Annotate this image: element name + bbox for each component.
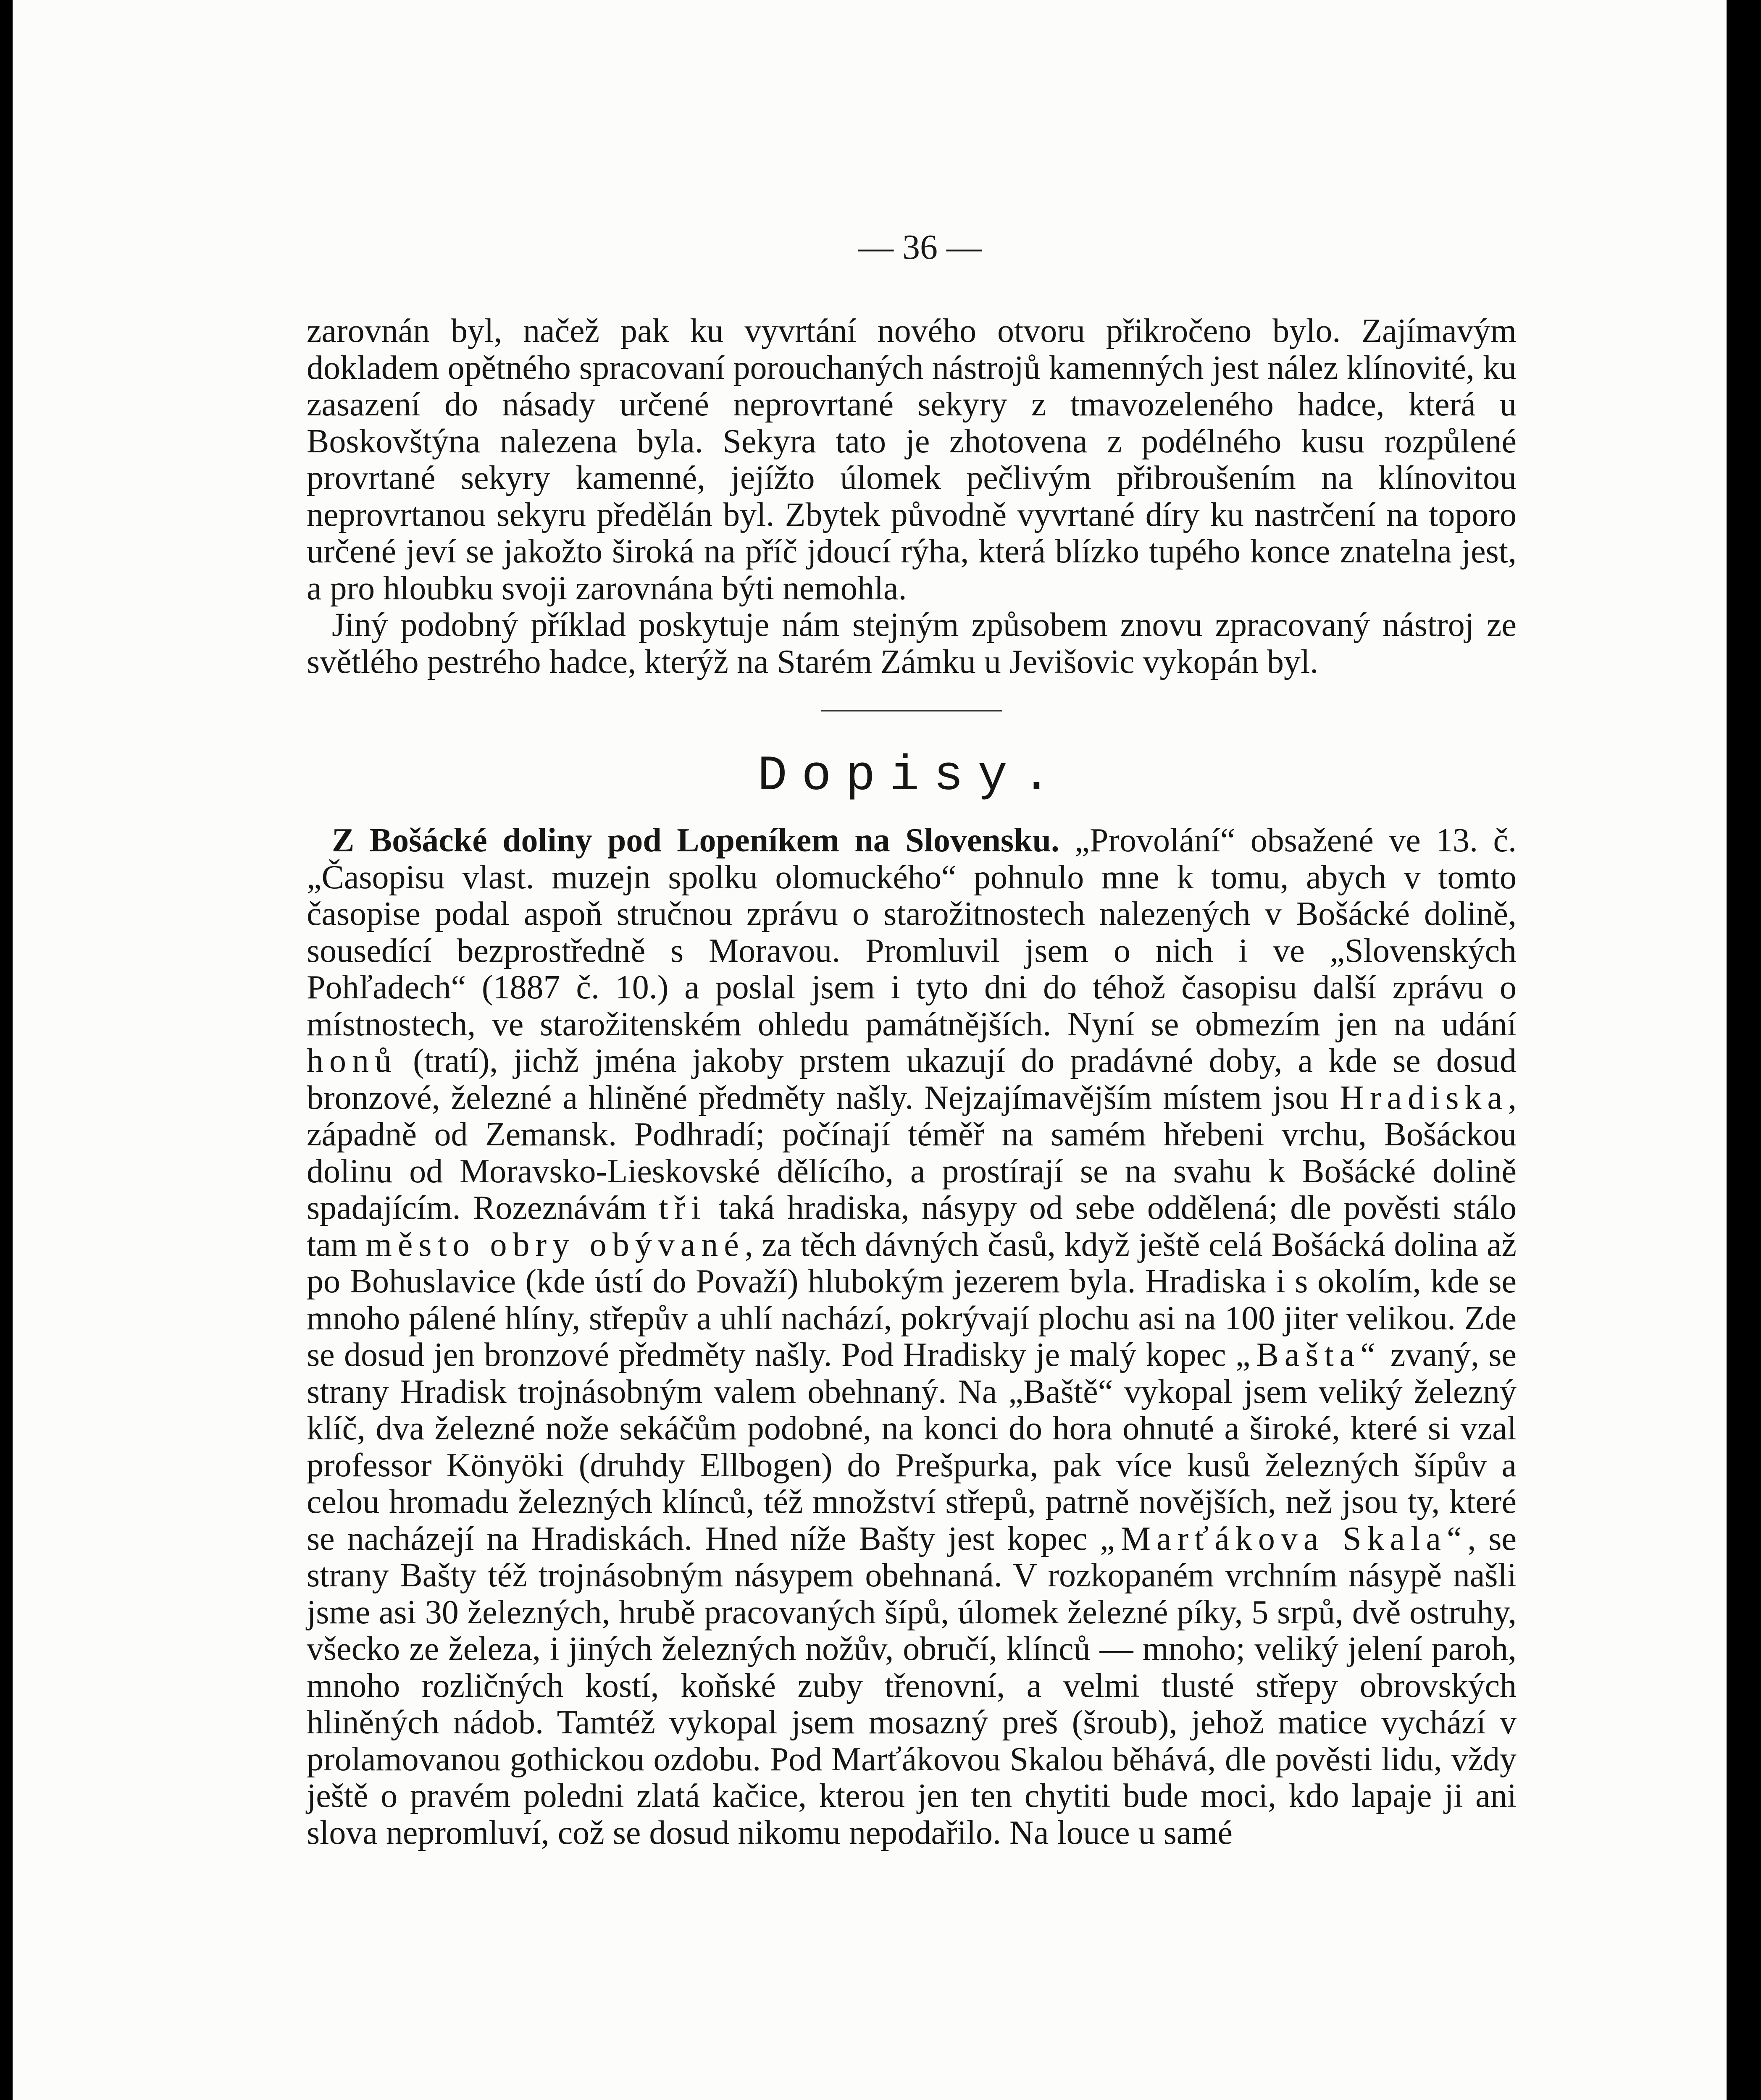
letter-text: „Provolání“ obsažené ve 13. č. „Časopisu vlast. muzejn spolku olomuckého“ pohnulo mne k tomu, abych v tomto časopise podal aspoň stručnou zprávu o starožitnostech nalezených v Bošácké dolině, sousedící bezprostředně s Moravou. Promluvil jsem o nich i ve „Slovenských Pohľadech“ (1887 č. 10.) a poslal jsem i tyto dni do téhož časopisu další zprávu o místnostech, ve starožitenském ohledu památnějších. Nyní se obmezím jen na udání xyxy=(307,822,1517,1043)
letter-title: Z Bošácké doliny pod Lopeníkem na Slovensku. xyxy=(332,822,1059,859)
paragraph: Jiný podobný příklad poskytuje nám stejným způsobem znovu zpracovaný nástroj ze světlého pestrého hadce, kterýž na Starém Zámku u Jevišovic vykopán byl. xyxy=(307,606,1517,680)
section-heading: Dopisy. xyxy=(757,748,1066,804)
letter-text: , za těch dávných časů, když ještě celá Bošácká dolina až po Bohuslavice (kde ústí do Považí) hlubokým jezerem byla. Hradiska i s okolím, kde se mnoho pálené hlíny, střepův a uhlí nachází, pokrývají plochu asi na 100 jiter velikou. Zde se dosud jen bronzové předměty našly. Pod Hradisky je malý kopec xyxy=(307,1226,1517,1373)
spaced-term: honů xyxy=(307,1042,397,1079)
section-divider xyxy=(821,710,1002,711)
letter-text: zvaný, se strany Hradisk trojnásobným valem obehnaný. Na „Baště“ vykopal jsem veliký železný klíč, dva železné nože sekáčům podobné, na konci do hora ohnuté a široké, které si vzal professor Könyöki (druhdy Ellbogen) do Prešpurka, pak více kusů železných šípův a celou hromadu železných klínců, též množství střepů, patrně novějších, než jsou ty, které se nacházejí na Hradiskách. Hned níže Bašty jest kopec xyxy=(307,1336,1517,1557)
body-text xyxy=(307,313,1517,1851)
scan-border xyxy=(1727,0,1761,2100)
paragraph-continued: zarovnán byl, načež pak ku vyvrtání nového otvoru přikročeno bylo. Zajímavým dokladem opětného spracovaní porouchaných nástrojů kamenných jest nález klínovité, ku zasazení do násady určené neprovrtané sekyry z tmavozeleného hadce, která u Boskovštýna nalezena byla. Sekyra tato je zhotovena z podélného kusu rozpůlené provrtané sekyry kamenné, jejížto úlomek pečlivým přibroušením na klínovitou neprovrtanou sekyru předělán byl. Zbytek původně vyvrtané díry ku nastrčení na toporo určené jeví se jakožto široká na příč jdoucí rýha, která blízko tupého konce znatelna jest, a pro hloubku svoji zarovnána býti nemohla. xyxy=(307,312,1517,607)
spaced-term: tři xyxy=(659,1189,707,1226)
spaced-term: město obry obývané xyxy=(365,1226,745,1263)
spaced-term: „Bašta“ xyxy=(1235,1336,1381,1373)
letter-paragraph xyxy=(307,822,1517,1851)
spaced-term: „Marťákova Skala“ xyxy=(1100,1520,1468,1557)
letter-text: , se strany Bašty též trojnásobným násypem obehnaná. V rozkopaném vrchním násypě našli jsme asi 30 železných, hrubě pracovaných šípů, úlomek železné píky, 5 srpů, dvě ostruhy, všecko ze železa, i jiných železných nožův, obručí, klínců — mnoho; veliký jelení paroh, mnoho rozličných kostí, koňské zuby třenovní, a velmi tlusté střepy obrovských hliněných nádob. Tamtéž vykopal jsem mosazný preš (šroub), jehož matice vychází v prolamovanou gothickou ozdobu. Pod Marťákovou Skalou běhává, dle pověsti lidu, vždy ještě o pravém poledni zlatá kačice, kterou jen ten chytiti bude moci, kdo lapaje ji ani slova nepromluví, což se dosud nikomu nepodařilo. Na louce u samé xyxy=(307,1520,1517,1851)
letter-text: taká hradiska, násypy od sebe oddělená; dle pověsti stálo tam xyxy=(307,1189,1517,1263)
page-number: — 36 — xyxy=(858,228,982,267)
letter-text: (tratí), jichž jména jakoby prstem ukazují do pradávné doby, a kde se dosud bronzové, železné a hliněné předměty našly. Nejzajímavějším místem jsou xyxy=(307,1042,1517,1116)
spaced-term: Hradiska xyxy=(1340,1079,1508,1116)
document-page xyxy=(13,0,1727,2100)
letter-text: , západně od Zemansk. Podhradí; počínají téměř na samém hřebeni vrchu, Bošáckou dolinu od Moravsko-Lieskovské dělícího, a prostírají se na svahu k Bošácké dolině spadajícím. Rozeznávám xyxy=(307,1079,1517,1226)
